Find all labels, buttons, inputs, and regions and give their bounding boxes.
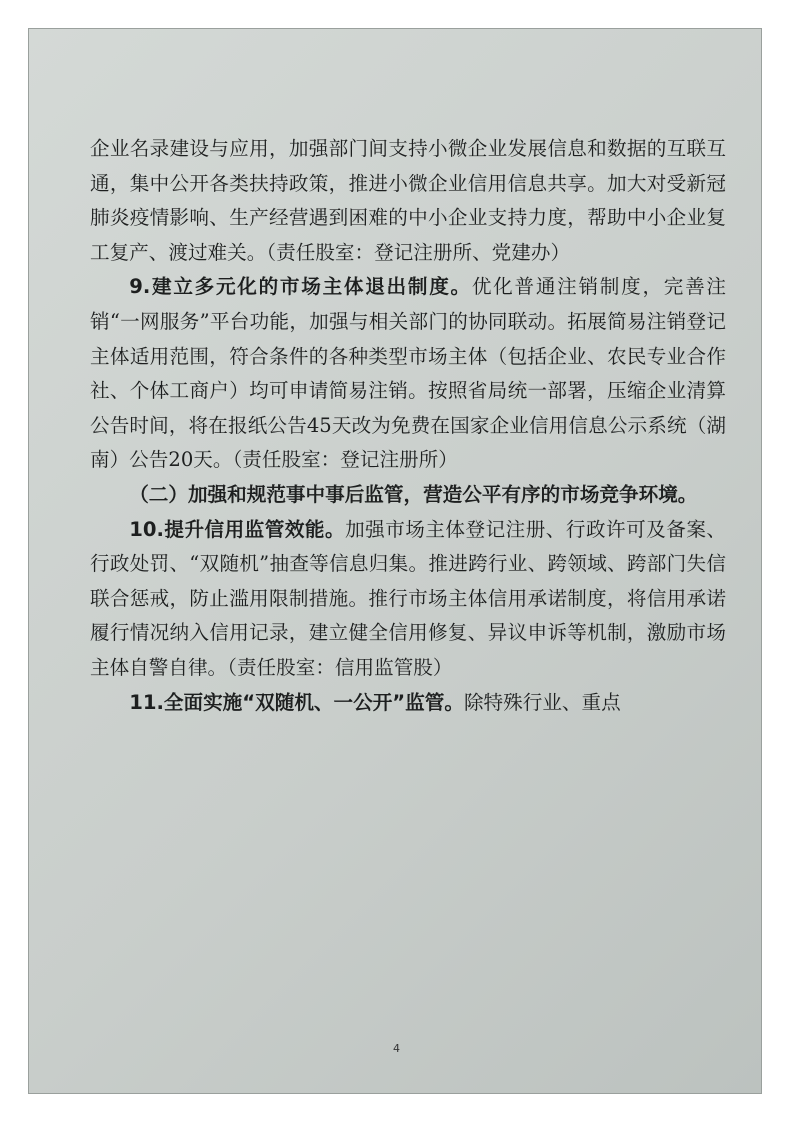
section-heading-text: （二）加强和规范事中事后监管，营造公平有序的市场竞争环境。 <box>129 482 698 506</box>
page-number: 4 <box>393 1042 400 1055</box>
item-heading: 10.提升信用监管效能。 <box>129 517 346 541</box>
paragraph-item-11 <box>90 686 726 721</box>
paragraph-continuation <box>90 132 726 270</box>
paragraph-item-10 <box>90 513 726 686</box>
item-heading: 11.全面实施“双随机、一公开”监管。 <box>129 690 464 714</box>
paragraph-text: 除特殊行业、重点 <box>463 690 621 714</box>
paragraph-item-9 <box>90 270 726 478</box>
paragraph-text: 优化普通注销制度，完善注销“一网服务”平台功能，加强与相关部门的协同联动。拓展简易注销登记主体适用范围，符合条件的各种类型市场主体（包括企业、农民专业合作社、个体工商户）均可申请简易注销。按照省局统一部署，压缩企业清算公告时间，将在报纸公告45天改为免费在国家企业信用信息公示系统（湖南）公告20天。（责任股室：登记注册所） <box>90 275 727 472</box>
item-heading: 9.建立多元化的市场主体退出制度。 <box>129 275 472 299</box>
paragraph-text: 加强市场主体登记注册、行政许可及备案、行政处罚、“双随机”抽查等信息归集。推进跨行业、跨领域、跨部门失信联合惩戒，防止滥用限制措施。推行市场主体信用承诺制度，将信用承诺履行情况纳入信用记录，建立健全信用修复、异议申诉等机制，激励市场主体自警自律。（责任股室：信用监管股） <box>90 517 727 679</box>
document-body <box>90 132 726 720</box>
section-heading <box>90 478 726 513</box>
paragraph-text: 企业名录建设与应用，加强部门间支持小微企业发展信息和数据的互联互通，集中公开各类扶持政策，推进小微企业信用信息共享。加大对受新冠肺炎疫情影响、生产经营遇到困难的中小企业支持力度，帮助中小企业复工复产、渡过难关。（责任股室：登记注册所、党建办） <box>90 137 726 264</box>
